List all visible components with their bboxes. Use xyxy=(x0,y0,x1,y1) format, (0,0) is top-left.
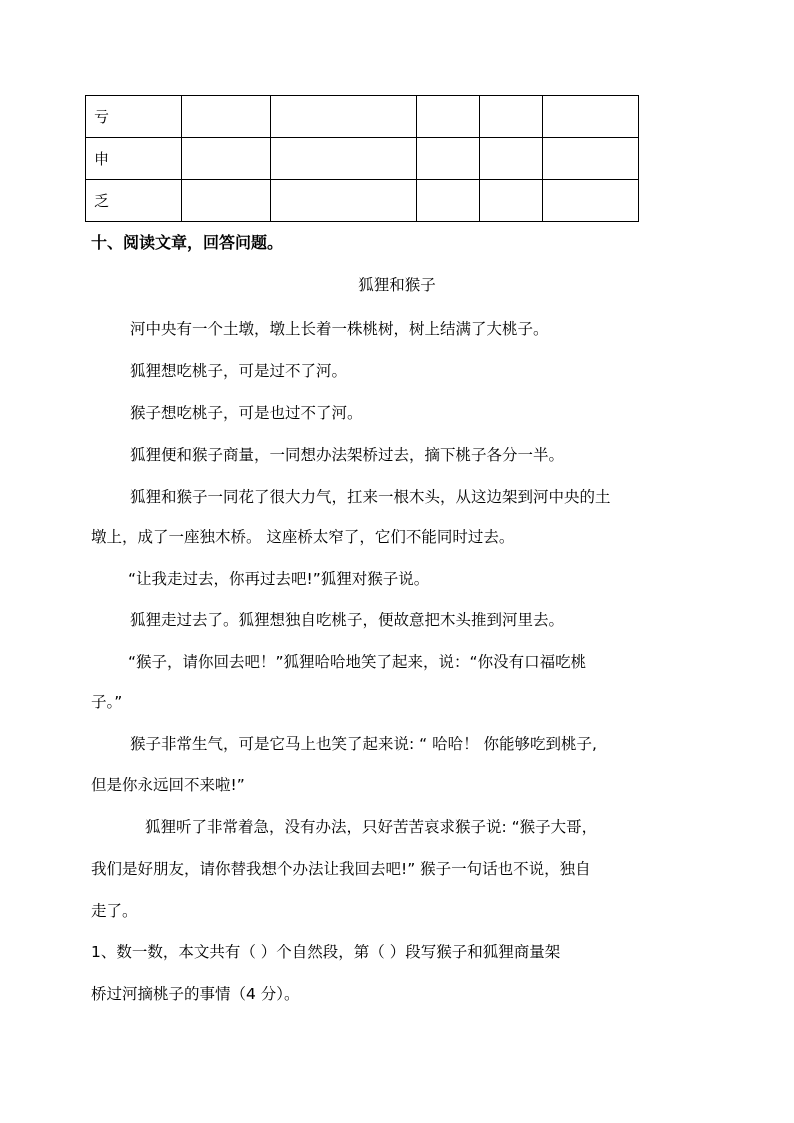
section-heading: 十、阅读文章，回答问题。 xyxy=(91,233,284,252)
story-line: 子。” xyxy=(91,693,123,711)
blank-cell[interactable] xyxy=(543,96,639,138)
blank-cell[interactable] xyxy=(480,96,543,138)
question-line: 桥过河摘桃子的事情（4 分）。 xyxy=(91,985,300,1003)
story-title: 狐狸和猴子 xyxy=(358,276,436,294)
story-line: 河中央有一个土墩，墩上长着一株桃树，树上结满了大桃子。 xyxy=(130,320,549,338)
blank-cell[interactable] xyxy=(417,138,480,180)
blank-cell[interactable] xyxy=(271,180,417,222)
table-row xyxy=(86,138,639,180)
story-line: 墩上，成了一座独木桥。 这座桥太窄了，它们不能同时过去。 xyxy=(91,528,515,546)
row-label: 亏 xyxy=(86,96,182,138)
row-label: 申 xyxy=(86,138,182,180)
story-line: 走了。 xyxy=(91,902,138,920)
blank-cell[interactable] xyxy=(543,180,639,222)
blank-cell[interactable] xyxy=(543,138,639,180)
table-row xyxy=(86,180,639,222)
story-line: 狐狸听了非常着急，没有办法，只好苦苦哀求猴子说: “猴子大哥， xyxy=(145,818,598,836)
blank-cell[interactable] xyxy=(182,96,271,138)
story-line: “让我走过去，你再过去吧!”狐狸对猴子说。 xyxy=(128,570,430,588)
story-line: 狐狸和猴子一同花了很大力气，扛来一根木头，从这边架到河中央的土 xyxy=(130,488,611,506)
blank-cell[interactable] xyxy=(182,138,271,180)
character-table xyxy=(85,95,639,222)
blank-cell[interactable] xyxy=(417,96,480,138)
blank-cell[interactable] xyxy=(480,180,543,222)
blank-cell[interactable] xyxy=(417,180,480,222)
table-row xyxy=(86,96,639,138)
blank-cell[interactable] xyxy=(182,180,271,222)
question-line: 1、数一数，本文共有（ ）个自然段，第（ ）段写猴子和狐狸商量架 xyxy=(91,943,561,961)
story-line: 狐狸走过去了。狐狸想独自吃桃子，便故意把木头推到河里去。 xyxy=(130,611,565,629)
story-line: 狐狸想吃桃子，可是过不了河。 xyxy=(130,362,348,380)
blank-cell[interactable] xyxy=(271,96,417,138)
blank-cell[interactable] xyxy=(271,138,417,180)
story-line: 猴子想吃桃子，可是也过不了河。 xyxy=(130,404,363,422)
story-line: 我们是好朋友，请你替我想个办法让我回去吧!” 猴子一句话也不说，独自 xyxy=(91,860,591,878)
story-line: “猴子，请你回去吧！”狐狸哈哈地笑了起来，说：“你没有口福吃桃 xyxy=(128,653,587,671)
row-label: 乏 xyxy=(86,180,182,222)
story-line: 但是你永远回不来啦!” xyxy=(91,776,245,794)
blank-cell[interactable] xyxy=(480,138,543,180)
story-line: 狐狸便和猴子商量，一同想办法架桥过去，摘下桃子各分一半。 xyxy=(130,446,565,464)
story-line: 猴子非常生气，可是它马上也笑了起来说: “ 哈哈！ 你能够吃到桃子, xyxy=(130,735,597,753)
